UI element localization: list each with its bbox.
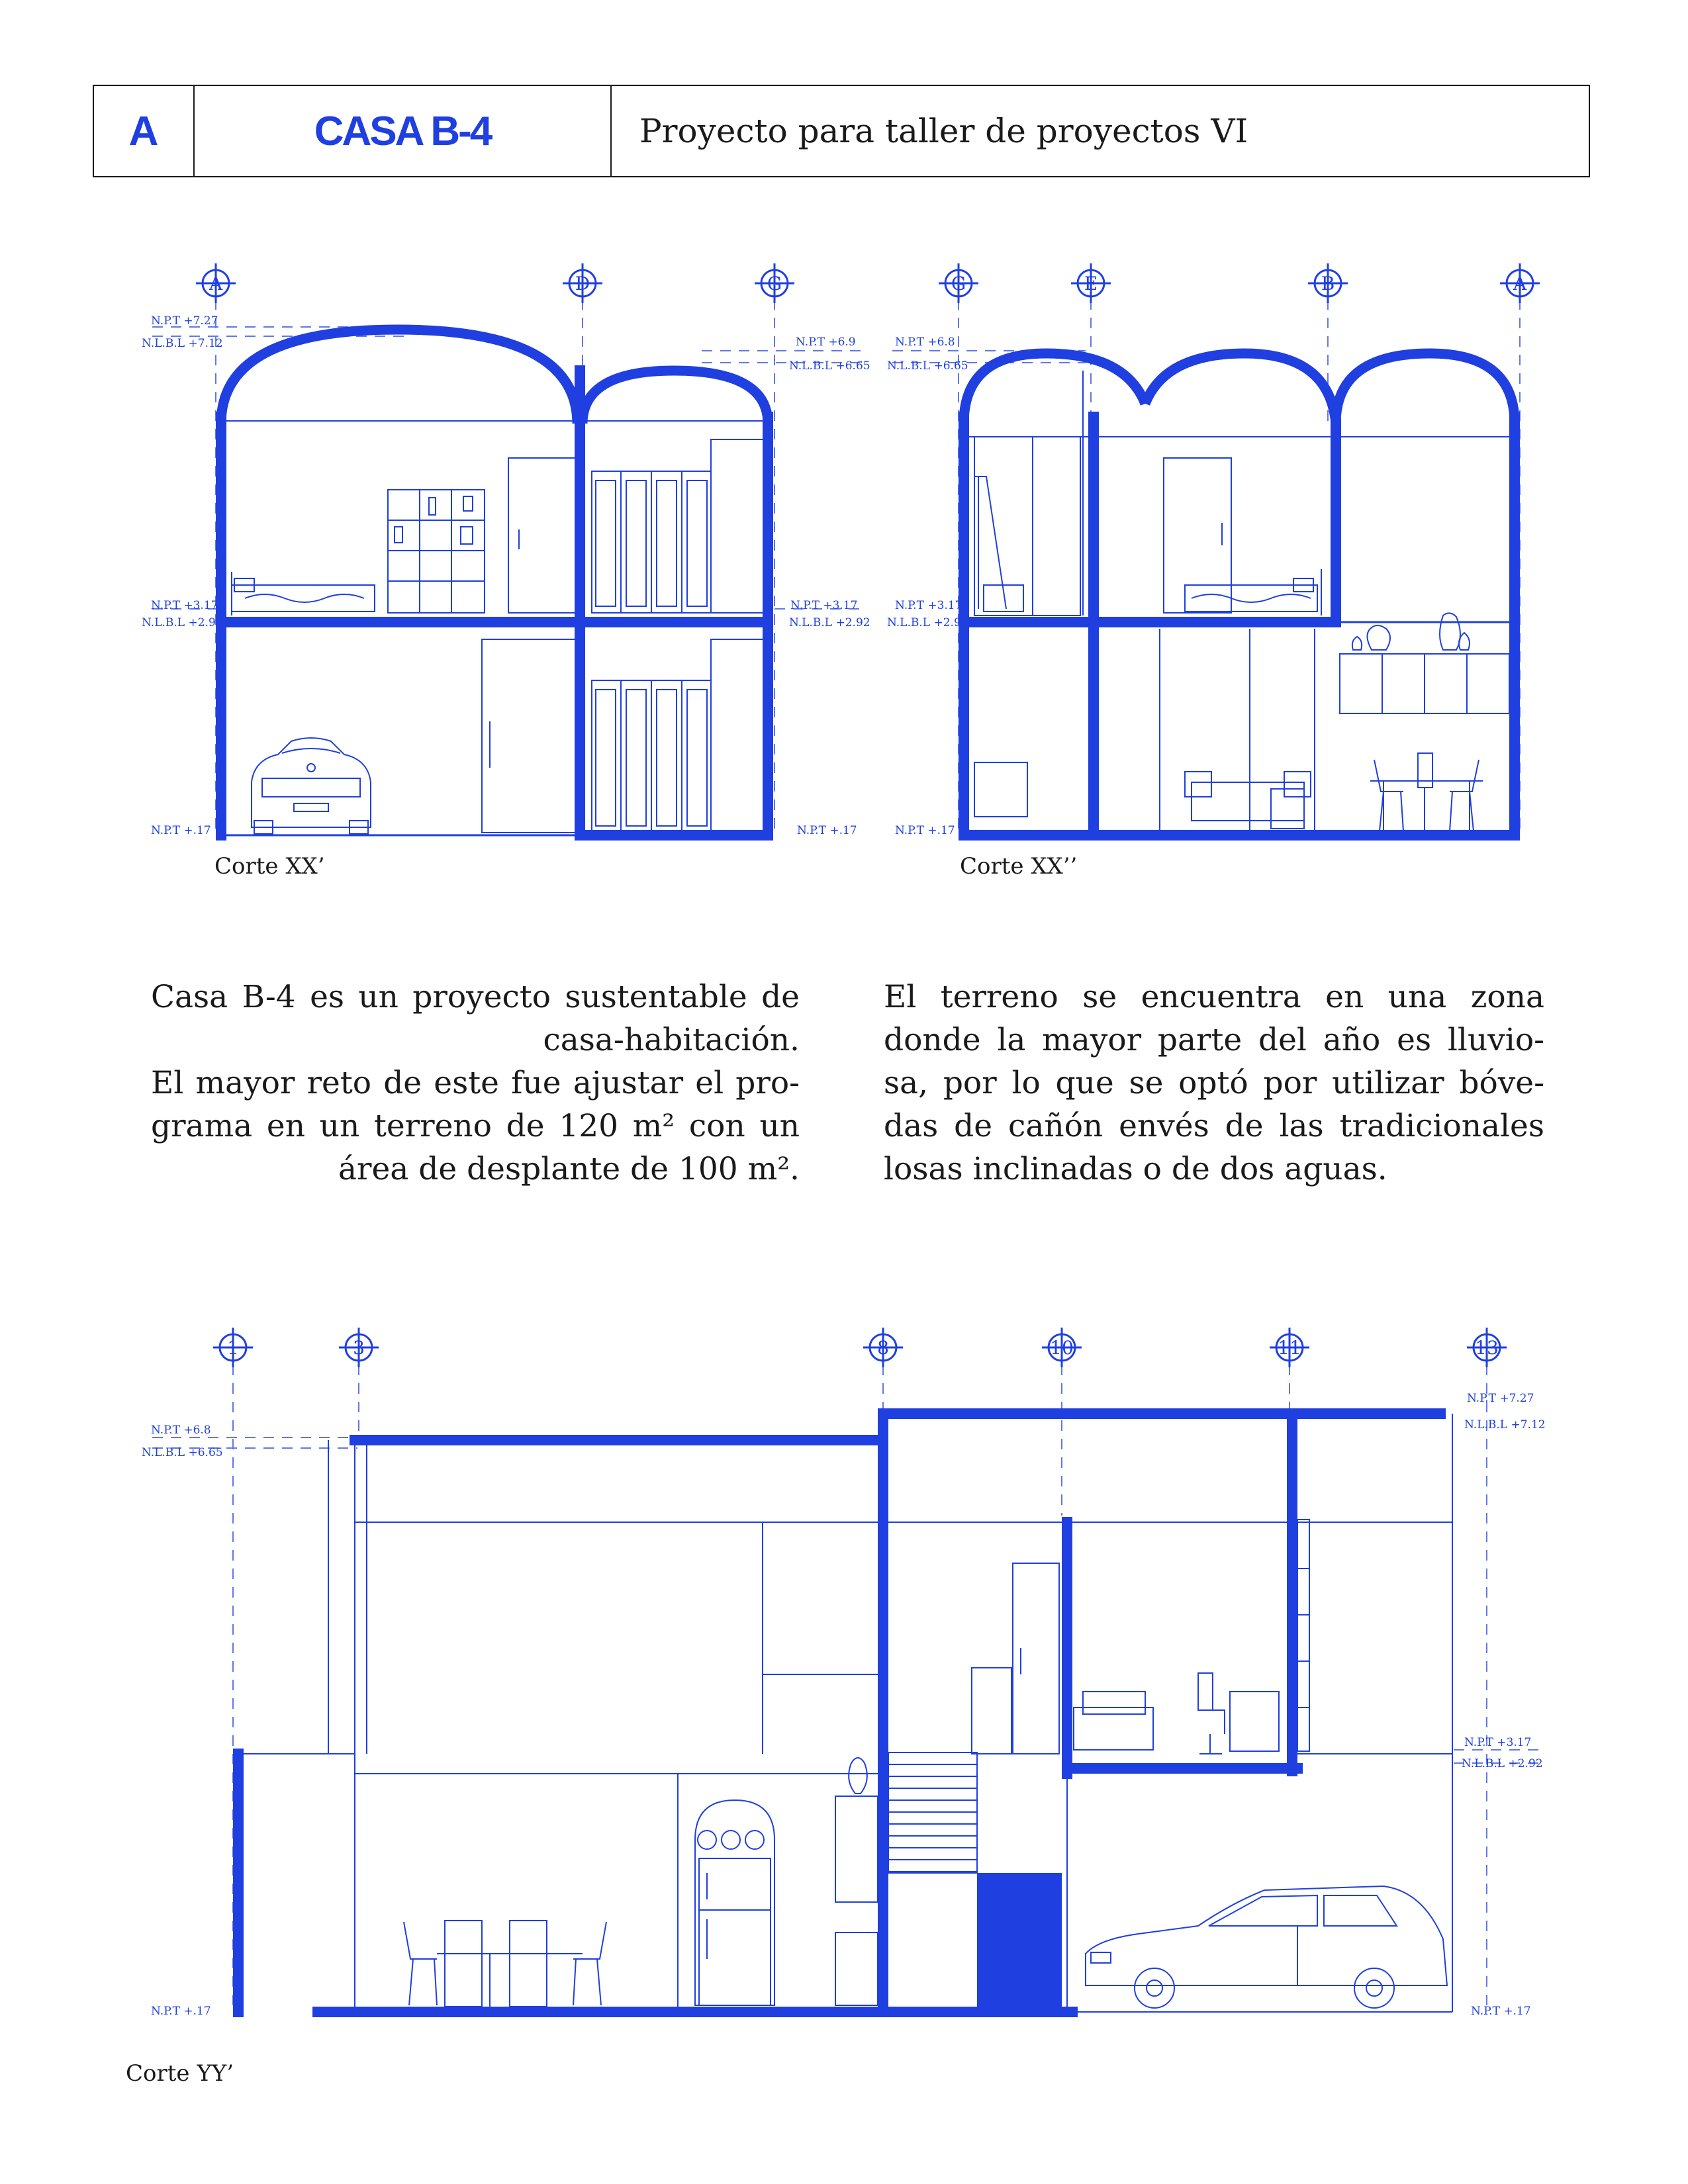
text-line: Casa B-4 es un proyecto sustentable de [151,979,800,1015]
caption-corte-yy: Corte YY’ [126,2060,234,2087]
level-npt-right-mid-yy: N.P.T +3.17 [1464,1736,1532,1749]
level-npt-base-2: N.P.T +.17 [895,824,955,837]
axis-label: 1 [227,1337,239,1359]
level-npt-right-base-yy: N.P.T +.17 [1471,2005,1531,2018]
level-nlbl-mid-left: N.L.B.L +2.9 [142,616,216,629]
level-npt-left-top-yy: N.P.T +6.8 [151,1424,211,1437]
level-nlbl-mid-2: N.L.B.L +2.9 [887,616,961,629]
sheet-letter: A [94,86,195,176]
text-line: área de desplante de 100 m². [338,1151,800,1187]
level-npt-right-top-yy: N.P.T +7.27 [1467,1392,1534,1405]
text-line: casa-habitación. [543,1022,800,1058]
axis-label: 8 [877,1337,889,1359]
axis-label: G [951,273,966,295]
level-nlbl-mid-right: N.L.B.L +2.92 [789,616,870,629]
axis-label: D [575,273,590,295]
section-yy [152,1328,1542,2012]
level-npt-right-top: N.P.T +6.9 [796,336,856,349]
text-line: donde la mayor parte del año es lluvio- [884,1022,1544,1058]
description-right [884,976,1544,1191]
level-npt-left-base-yy: N.P.T +.17 [151,2005,211,2018]
project-title: CASA B-4 [195,86,612,176]
text-line: das de cañón envés de las tradicionales [884,1108,1544,1144]
caption-corte-xx1: Corte XX’ [214,853,325,880]
level-nlbl-right-top-yy: N.L.B.L +7.12 [1464,1418,1546,1432]
level-npt-base-right: N.P.T +.17 [797,824,857,837]
axis-label: A [1513,273,1527,295]
level-nlbl-left-top-yy: N.L.B.L +6.65 [142,1446,223,1459]
text-line: sa, por lo que se optó por utilizar bóve- [884,1065,1544,1101]
section-xx2 [892,263,1540,835]
caption-corte-xx2: Corte XX’’ [960,853,1078,880]
axis-label: 3 [353,1337,365,1359]
level-npt-mid-right: N.P.T +3.17 [790,599,858,612]
axis-label: E [1084,273,1098,295]
project-subtitle: Proyecto para taller de proyectos VI [639,112,1248,150]
level-nlbl-right-top: N.L.B.L +6.65 [789,359,870,373]
section-xx1 [152,263,861,835]
level-npt-top-2: N.P.T +6.8 [895,336,955,349]
text-line: El mayor reto de este fue ajustar el pro- [151,1065,800,1101]
axis-label: 10 [1050,1337,1074,1359]
text-line: El terreno se encuentra en una zona [884,979,1544,1015]
description-left [151,976,800,1191]
axis-label: B [1321,273,1335,295]
axis-label: G [767,273,782,295]
axis-label: 13 [1475,1337,1499,1359]
level-npt-mid-2: N.P.T +3.17 [895,599,962,612]
level-nlbl-top-2: N.L.B.L +6.65 [887,359,968,373]
level-npt-base-left: N.P.T +.17 [151,824,211,837]
axis-labels [209,273,1527,1359]
level-npt-mid-left: N.P.T +3.17 [151,599,218,612]
text-line: losas inclinadas o de dos aguas. [884,1151,1387,1187]
axis-label: 11 [1278,1337,1301,1359]
level-npt-top: N.P.T +7.27 [151,314,218,328]
text-line: grama en un terreno de 120 m² con un [151,1108,800,1144]
level-nlbl-top: N.L.B.L +7.12 [142,337,223,350]
axis-label: A [209,273,223,295]
level-nlbl-right-mid-yy: N.L.B.L +2.92 [1462,1757,1543,1770]
